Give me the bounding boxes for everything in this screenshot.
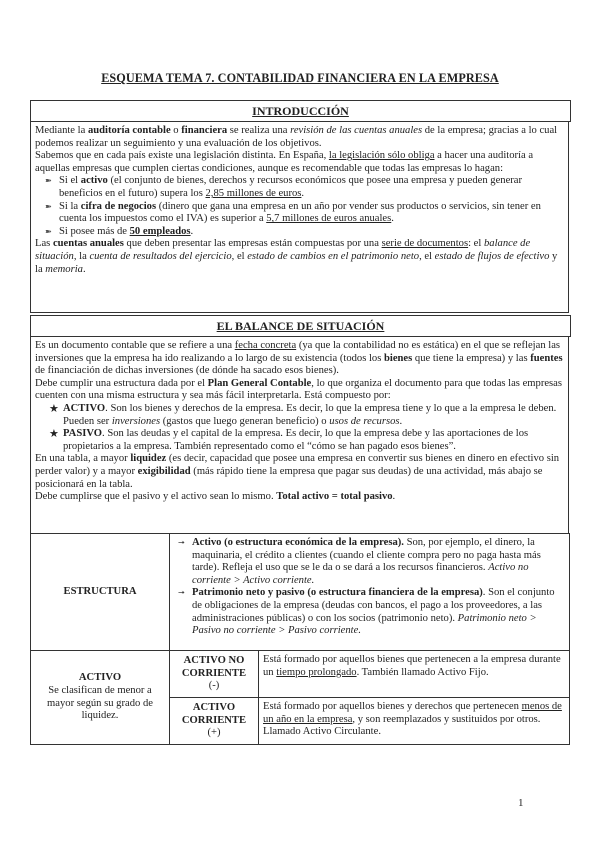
balance-body [30,337,569,534]
list-item: ➽ Si el activo (el conjunto de bienes, derechos y recursos económicos que posee una empresa y pueden generar beneficios en el futuro) supera los 2,85 millones de euros. [45,175,564,200]
list-item: ➽ Si posee más de 50 empleados. [45,226,564,239]
activo-corriente-desc: Está formado por aquellos bienes y derechos que pertenecen menos de un año en la empresa, y son reemplazados y sustituidos por otros. Llamado Activo Circulante. [259,698,570,745]
intro-paragraph-2: Sabemos que en cada país existe una legislación distinta. En España, la legislación sólo obliga a hacer una auditoría a aquellas empresas que cumplen ciertas condiciones, aunque es recomendable que todas las empresas lo hagan: [35,150,534,174]
list-item: ↠ Patrimonio neto y pasivo (o estructura financiera de la empresa). Son el conjunto de obligaciones de la empresa (deudas con bancos, el pago a los proveedores, a las administraciones públicas) o con los socios (patrimonio neto). Patrimonio neto > Pasivo no corriente > Pasivo corriente. [178,587,565,637]
page-title: ESQUEMA TEMA 7. CONTABILIDAD FINANCIERA EN LA EMPRESA [101,71,499,85]
list-item: ★ ACTIVO. Son los bienes y derechos de la empresa. Es decir, lo que la empresa tiene y lo que a la empresa le deben. Pueden ser inversiones (gastos que luego generan beneficio) o usos de recursos. [49,403,564,428]
intro-body [30,122,569,313]
section-heading-balance: EL BALANCE DE SITUACIÓN [30,315,571,337]
balance-components-list [35,403,564,453]
audit-conditions-list [35,175,564,238]
structure-list [174,537,565,638]
intro-paragraph-1: Mediante la auditoría contable o financiera se realiza una revisión de las cuentas anuales de la empresa; gracias a lo cual podemos realizar un seguimiento y una evaluación de los objetivos. [35,125,558,149]
structure-table [30,533,570,745]
activo-no-corriente-label: ACTIVO NO CORRIENTE (-) [170,651,259,698]
section-heading-intro: INTRODUCCIÓN [30,100,571,122]
balance-paragraph-1: Es un documento contable que se refiere a una fecha concreta (ya que la contabilidad no es estática) en el que se reflejan las inversiones que la empresa ha ido realizando a lo largo de su existencia (todos los bienes que tiene la empresa) y las fuentes de financiación de dichas inversiones (de dónde ha sacado esos bienes). [35,340,563,377]
list-item: ➽ Si la cifra de negocios (dinero que gana una empresa en un año por vender sus productos o servicios, sin tener en cuenta los impuestos como el IVA) es superior a 5,7 millones de euros anuales. [45,201,564,226]
table-row [31,651,570,698]
balance-paragraph-4: Debe cumplirse que el pasivo y el activo sean lo mismo. Total activo = total pasivo. [35,491,396,503]
page-number: 1 [518,797,524,809]
activo-label-cell: ACTIVO Se clasifican de menor a mayor según su grado de liquidez. [31,651,170,745]
balance-paragraph-3: En una tabla, a mayor liquidez (es decir, capacidad que posee una empresa en convertir sus bienes en dinero en efectivo sin perder valor) y a mayor exigibilidad (más rápido tiene la empresa que pagar sus deudas) de una actividad, más abajo se posicionará en la tabla. [35,453,560,490]
activo-corriente-label: ACTIVO CORRIENTE (+) [170,698,259,745]
list-item: ↠ Activo (o estructura económica de la empresa). Son, por ejemplo, el dinero, la maquinaria, el crédito a clientes (cuando el cliente compra pero no paga hasta más tarde). Refleja el uso que se le da o se dará a los recursos financieros. Activo no corriente > Activo corriente. [178,537,565,587]
table-row [31,534,570,651]
balance-paragraph-2: Debe cumplir una estructura dada por el Plan General Contable, lo que organiza el documento para que todas las empresas cuenten con una misma estructura y sea más fácil interpretarla. Está compuesto por: [35,377,562,402]
structure-content-cell [170,534,570,651]
structure-label-cell: ESTRUCTURA [31,534,170,651]
list-item: ★ PASIVO. Son las deudas y el capital de la empresa. Es decir, lo que la empresa debe y las aportaciones de los propietarios a la empresa. También representado como el “cómo se han pagado esos bienes”. [49,428,564,453]
intro-paragraph-3: Las cuentas anuales que deben presentar las empresas están compuestas por una serie de documentos: el balance de situación, la cuenta de resultados del ejercicio, el estado de cambios en el patrimonio neto, el estado de flujos de efectivo y la memoria. [35,238,558,275]
activo-no-corriente-desc: Está formado por aquellos bienes que pertenecen a la empresa durante un tiempo prolongado. También llamado Activo Fijo. [259,651,570,698]
